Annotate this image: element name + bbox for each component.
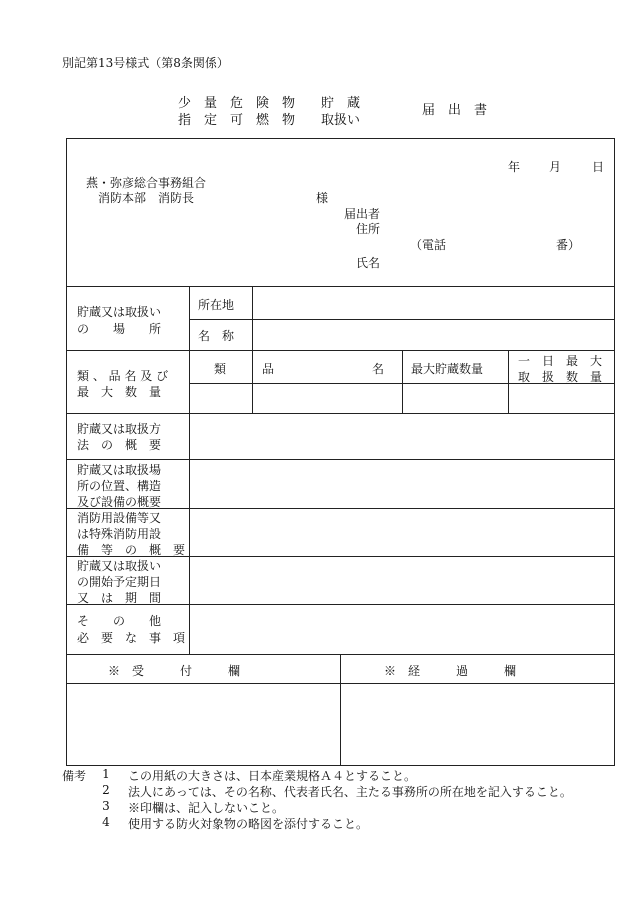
note-number: 4 (102, 815, 110, 829)
progress-column-header: ※ 経 過 欄 (384, 664, 517, 678)
receipt-column-header: ※ 受 付 欄 (108, 664, 241, 678)
column-kind: 類 (214, 362, 227, 376)
kind-label-2: 最 大 数 量 (77, 385, 162, 399)
notes-label: 備考 (62, 769, 87, 783)
other-label-1: そ の 他 (77, 614, 162, 628)
note-text: ※印欄は、記入しないこと。 (128, 801, 285, 815)
location-label-1: 貯蔵又は取扱い (77, 305, 162, 319)
note-text: この用紙の大きさは、日本産業規格Ａ４とすること。 (128, 769, 417, 783)
location-address-label: 所在地 (198, 298, 235, 312)
column-item-a: 品 (262, 362, 275, 376)
note-number: 3 (102, 799, 110, 813)
column-daily-max-a: 一 日 最 大 (518, 354, 603, 368)
column-item-b: 名 (372, 362, 385, 376)
kind-label-1: 類 、 品 名 及 び (77, 369, 169, 383)
note-number: 2 (102, 783, 110, 797)
schedule-label-2: の開始予定期日 (77, 575, 162, 589)
column-daily-max-b: 取 扱 数 量 (518, 370, 603, 384)
applicant-label: 届出者 (344, 207, 381, 221)
position-label-2: 所の位置、構造 (77, 479, 162, 493)
title-line-2: 指 定 可 燃 物 取扱い (178, 113, 361, 128)
honorific-sama: 様 (316, 191, 329, 205)
fire-equipment-label-2: は特殊消防用設 (77, 527, 162, 541)
note-number: 1 (102, 767, 110, 781)
organization-name: 燕・弥彦総合事務組合 (86, 176, 207, 190)
schedule-label-3: 又 は 期 間 (77, 591, 162, 605)
title-suffix: 届 出 書 (422, 103, 488, 118)
date-day: 日 (592, 160, 605, 174)
other-label-2: 必 要 な 事 項 (77, 631, 186, 645)
date-month: 月 (549, 160, 562, 174)
phone-label: （電話 (410, 238, 447, 252)
method-label-2: 法 の 概 要 (77, 438, 162, 452)
column-max-storage: 最大貯蔵数量 (411, 362, 484, 376)
note-text: 使用する防火対象物の略図を添付すること。 (128, 817, 369, 831)
name-label: 氏名 (356, 256, 381, 270)
phone-suffix: 番） (556, 238, 581, 252)
note-text: 法人にあっては、その名称、代表者氏名、主たる事務所の所在地を記入すること。 (128, 785, 572, 799)
address-label: 住所 (356, 222, 381, 236)
title-line-1: 少 量 危 険 物 貯 蔵 (178, 96, 361, 111)
location-name-label: 名 称 (198, 329, 235, 343)
fire-equipment-label-1: 消防用設備等又 (77, 511, 162, 525)
method-label-1: 貯蔵又は取扱方 (77, 422, 162, 436)
fire-equipment-label-3: 備 等 の 概 要 (77, 543, 186, 557)
form-label: 別記第13号様式（第8条関係） (62, 56, 229, 70)
location-label-2: の 場 所 (77, 322, 162, 336)
date-year: 年 (508, 160, 521, 174)
position-label-1: 貯蔵又は取扱場 (77, 463, 162, 477)
schedule-label-1: 貯蔵又は取扱い (77, 559, 162, 573)
fire-chief-title: 消防本部 消防長 (98, 191, 195, 205)
position-label-3: 及び設備の概要 (77, 495, 162, 509)
